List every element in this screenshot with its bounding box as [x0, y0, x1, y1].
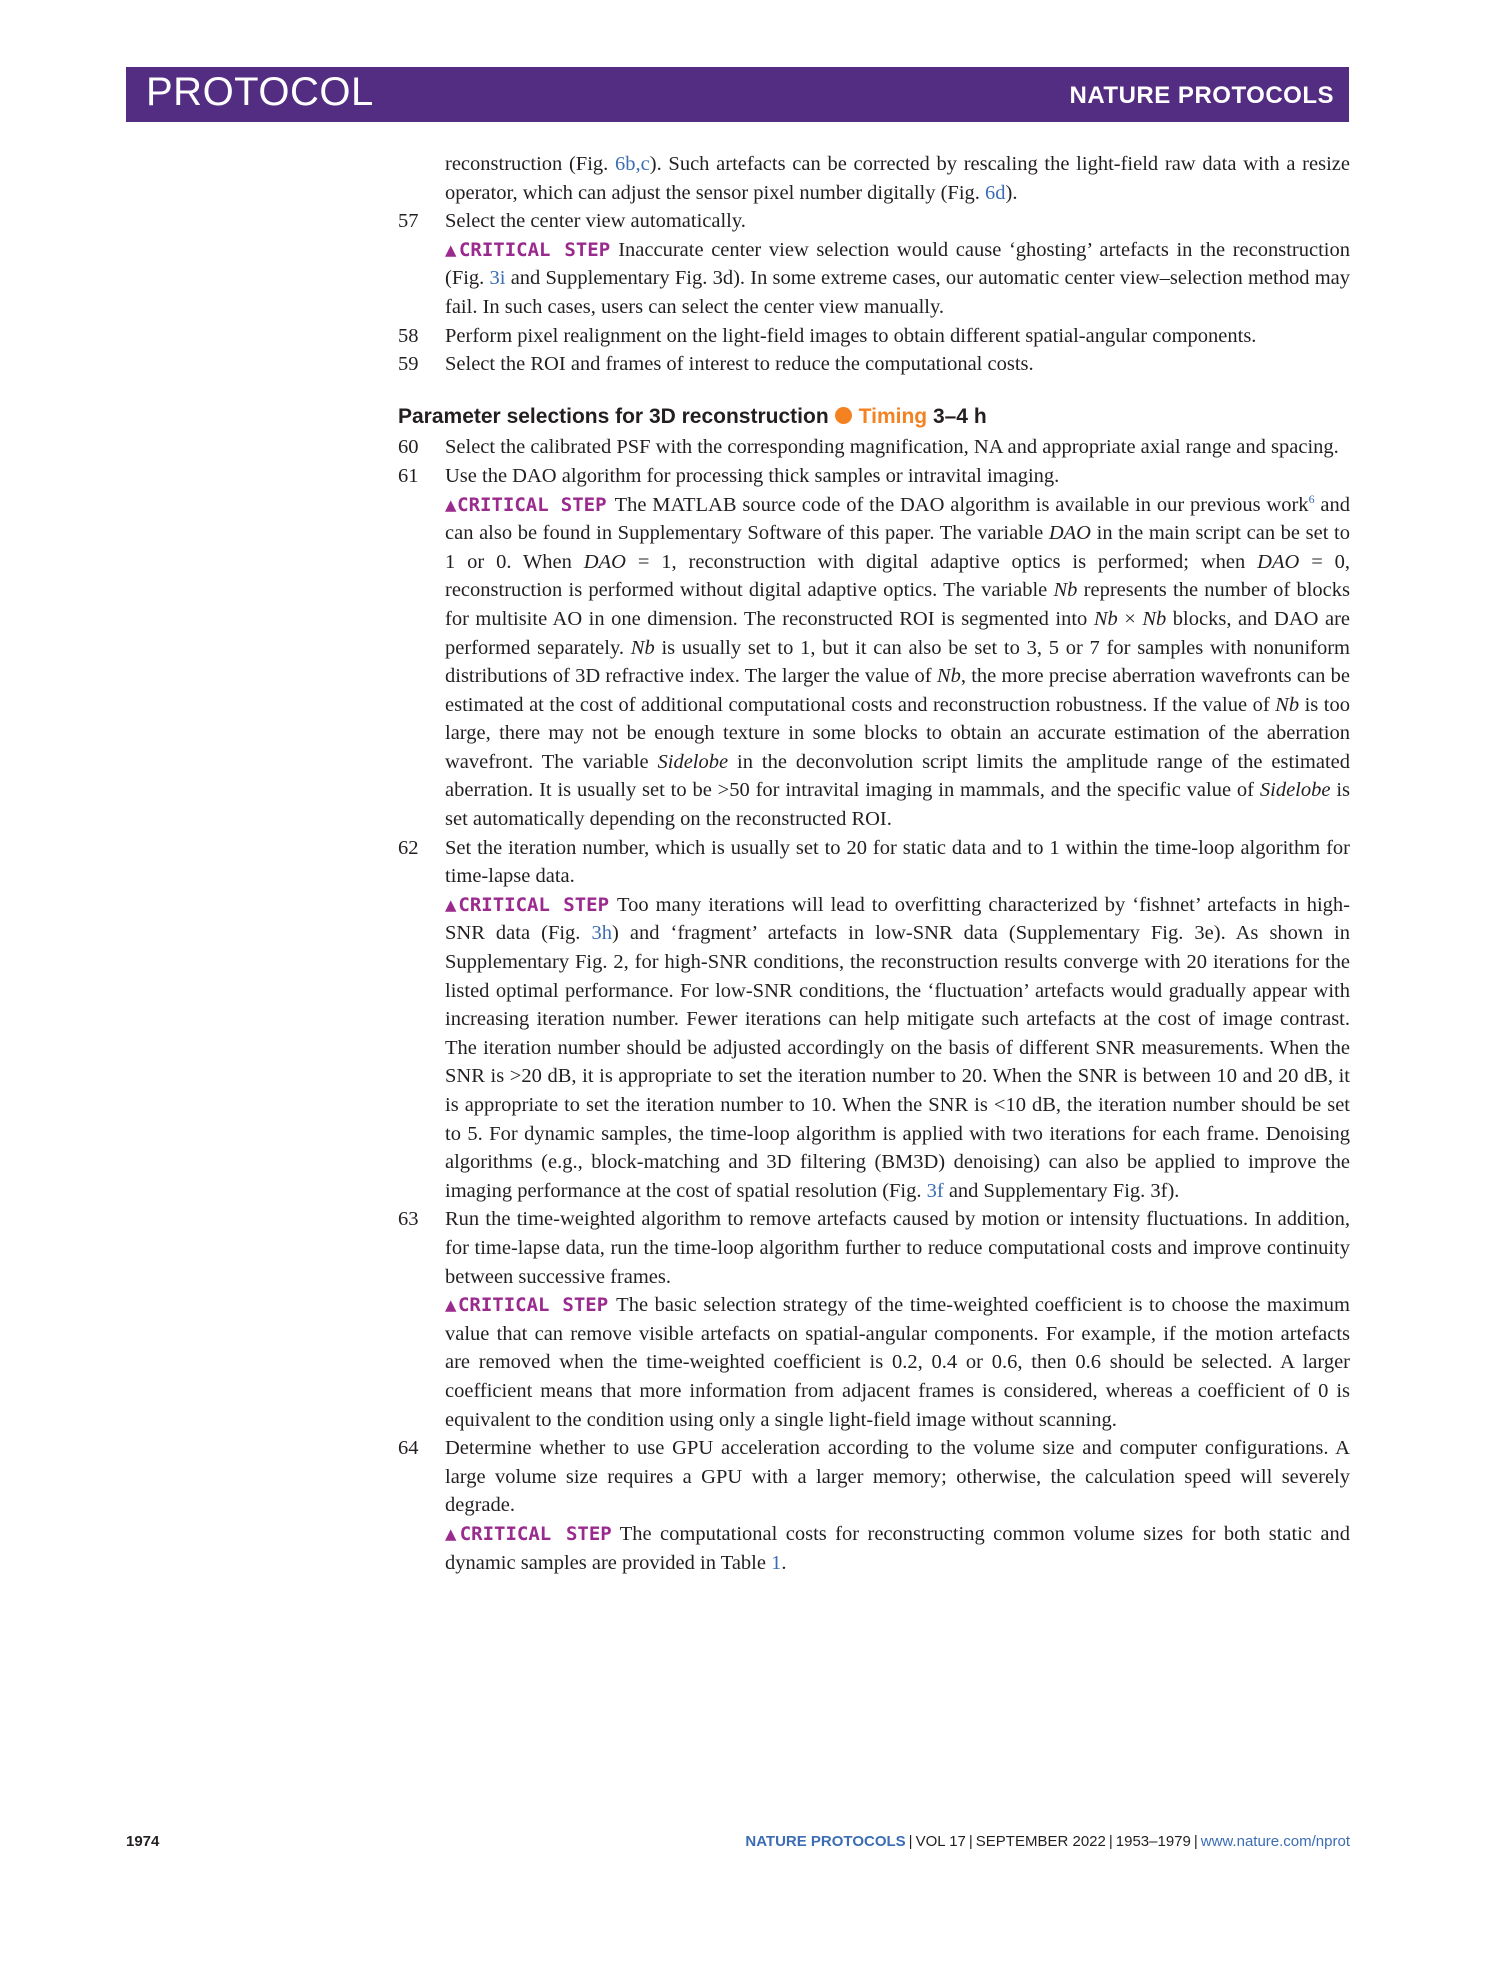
step-text: Select the ROI and frames of interest to reduce the computational costs. — [445, 353, 1034, 376]
footer-volume: VOL 17 — [915, 1833, 966, 1850]
figure-link[interactable]: 3h — [591, 922, 612, 945]
critical-step: ▲CRITICAL STEP The MATLAB source code of the DAO algorithm is available in our previous work$^6$ and can also be found in Supplementary Software of this paper. The variable DAO in the main script can be set to 1 or 0. When DAO = 1, reconstruction with digital adaptive optics is performed; when DAO = 0, reconstruction is performed without digital adaptive optics. The variable Nb represents the number of blocks for multisite AO in one dimension. The reconstructed ROI is segmented into Nb × Nb blocks, and DAO are performed separately. Nb is usually set to 1, but it can also be set to 3, 5 or 7 for samples with nonuniform distributions of 3D refractive index. The larger the value of Nb, the more precise aberration wavefronts can be estimated at the cost of additional computational costs and reconstruction robustness. If the value of Nb is too large, there may not be enough texture in some blocks to obtain an accurate estimation of the aberration wavefront. The variable Sidelobe in the deconvolution script limits the amplitude range of the estimated aberration. It is usually set to be >50 for intravital imaging in mammals, and the specific value of Sidelobe is set automatically depending on the reconstructed ROI. — [445, 491, 1351, 831]
step-text: Use the DAO algorithm for processing thick samples or intravital imaging. — [445, 464, 1060, 487]
critical-step-label: ▲CRITICAL STEP — [445, 493, 607, 516]
step-62 — [398, 834, 1350, 1206]
figure-link[interactable]: 6d — [985, 181, 1006, 204]
critical-step: ▲CRITICAL STEP Inaccurate center view selection would cause ‘ghosting’ artefacts in the reconstruction (Fig. 3i and Supplementary Fig. 3d). In some extreme cases, our automatic center view–selection method may fail. In such cases, users can select the center view manually. — [445, 238, 1350, 318]
step-59 — [398, 350, 1350, 379]
critical-step: ▲CRITICAL STEP Too many iterations will lead to overfitting characterized by ‘fishnet’ artefacts in high-SNR data (Fig. 3h) and ‘fragment’ artefacts in low-SNR data (Supplementary Fig. 3e). As shown in Supplementary Fig. 2, for high-SNR conditions, the reconstruction results converge with 20 iterations for the listed optimal performance. For low-SNR conditions, the ‘fluctuation’ artefacts would gradually appear with increasing iteration number. Fewer iterations can help mitigate such artefacts at the cost of image contrast. The iteration number should be adjusted accordingly on the basis of different SNR measurements. When the SNR is >20 dB, it is appropriate to set the iteration number to 20. When the SNR is between 10 and 20 dB, it is appropriate to set the iteration number to 10. When the SNR is <10 dB, the iteration number should be set to 5. For dynamic samples, the time-loop algorithm is applied with two iterations for each frame. Denoising algorithms (e.g., block-matching and 3D filtering (BM3D) denoising) can also be applied to improve the imaging performance at the cost of spatial resolution (Fig. 3f and Supplementary Fig. 3f). — [445, 893, 1351, 1202]
step-58 — [398, 322, 1350, 351]
critical-step-label: ▲CRITICAL STEP — [445, 1294, 609, 1317]
header-bar — [126, 67, 1349, 122]
footer-date: SEPTEMBER 2022 — [975, 1833, 1106, 1850]
section-label: PROTOCOL — [146, 70, 374, 114]
step-text: Set the iteration number, which is usually set to 20 for static data and to 1 within the time-loop algorithm for time-lapse data. — [445, 836, 1350, 888]
step-text: Determine whether to use GPU acceleration according to the volume size and computer configurations. A large volume size requires a GPU with a larger memory; otherwise, the calculation speed will severely degrade. — [445, 1437, 1350, 1517]
step-60 — [398, 433, 1350, 462]
step-text: Run the time-weighted algorithm to remove artefacts caused by motion or intensity fluctuations. In addition, for time-lapse data, run the time-loop algorithm further to reduce computational costs and improve continuity between successive frames. — [445, 1208, 1350, 1288]
step-text: Perform pixel realignment on the light-field images to obtain different spatial-angular components. — [445, 324, 1257, 347]
step-57 — [398, 207, 1350, 321]
table-link[interactable]: 1 — [771, 1551, 782, 1574]
critical-step: ▲CRITICAL STEP The basic selection strategy of the time-weighted coefficient is to choose the maximum value that can remove visible artefacts on spatial-angular components. For example, if the motion artefacts are removed when the time-weighted coefficient is 0.2, 0.4 or 0.6, then 0.6 should be selected. A larger coefficient means that more information from adjacent frames is considered, whereas a coefficient of 0 is equivalent to the condition using only a single light-field image without scanning. — [445, 1294, 1350, 1431]
footer-citation: NATURE PROTOCOLS | VOL 17 | SEPTEMBER 2022 | 1953–1979 | www.nature.com/nprot — [745, 1833, 1350, 1850]
step-number: 61 — [398, 464, 419, 487]
timing-value: 3–4 h — [932, 404, 987, 428]
critical-step-label: ▲CRITICAL STEP — [445, 238, 611, 261]
timing-label: Timing — [858, 404, 928, 428]
critical-step: ▲CRITICAL STEP The computational costs for reconstructing common volume sizes for both static and dynamic samples are provided in Table 1. — [445, 1522, 1350, 1574]
step-text: Select the center view automatically. — [445, 210, 746, 233]
timing-dot-icon — [835, 407, 852, 424]
step-56-continuation — [398, 150, 1350, 207]
step-number: 64 — [398, 1437, 419, 1460]
step-number: 58 — [398, 324, 419, 347]
step-number: 57 — [398, 210, 419, 233]
step-number: 63 — [398, 1208, 419, 1231]
step-number: 60 — [398, 436, 419, 459]
step-61 — [398, 462, 1350, 834]
footer-url-link[interactable]: www.nature.com/nprot — [1200, 1833, 1350, 1850]
main-content — [398, 150, 1350, 1577]
section-title: Parameter selections for 3D reconstruction — [398, 404, 829, 428]
footer-journal: NATURE PROTOCOLS — [745, 1833, 906, 1850]
step-text: Select the calibrated PSF with the corresponding magnification, NA and appropriate axial range and spacing. — [445, 436, 1339, 459]
paragraph: reconstruction (Fig. 6b,c). Such artefacts can be corrected by rescaling the light-field raw data with a resize operator, which can adjust the sensor pixel number digitally (Fig. 6d). — [445, 153, 1350, 204]
section-heading — [398, 403, 1350, 432]
figure-link[interactable]: 6b,c — [615, 153, 650, 175]
page-number: 1974 — [126, 1833, 160, 1850]
step-63 — [398, 1205, 1350, 1434]
figure-link[interactable]: 3f — [926, 1179, 944, 1202]
reference-link[interactable]: 6 — [1308, 491, 1315, 506]
critical-step-label: ▲CRITICAL STEP — [445, 893, 610, 916]
critical-step-label: ▲CRITICAL STEP — [445, 1522, 612, 1545]
footer-pages: 1953–1979 — [1115, 1833, 1191, 1850]
step-number: 59 — [398, 353, 419, 376]
figure-link[interactable]: 3i — [489, 267, 506, 290]
step-number: 62 — [398, 836, 419, 859]
journal-label: NATURE PROTOCOLS — [1069, 82, 1334, 109]
step-64 — [398, 1434, 1350, 1577]
